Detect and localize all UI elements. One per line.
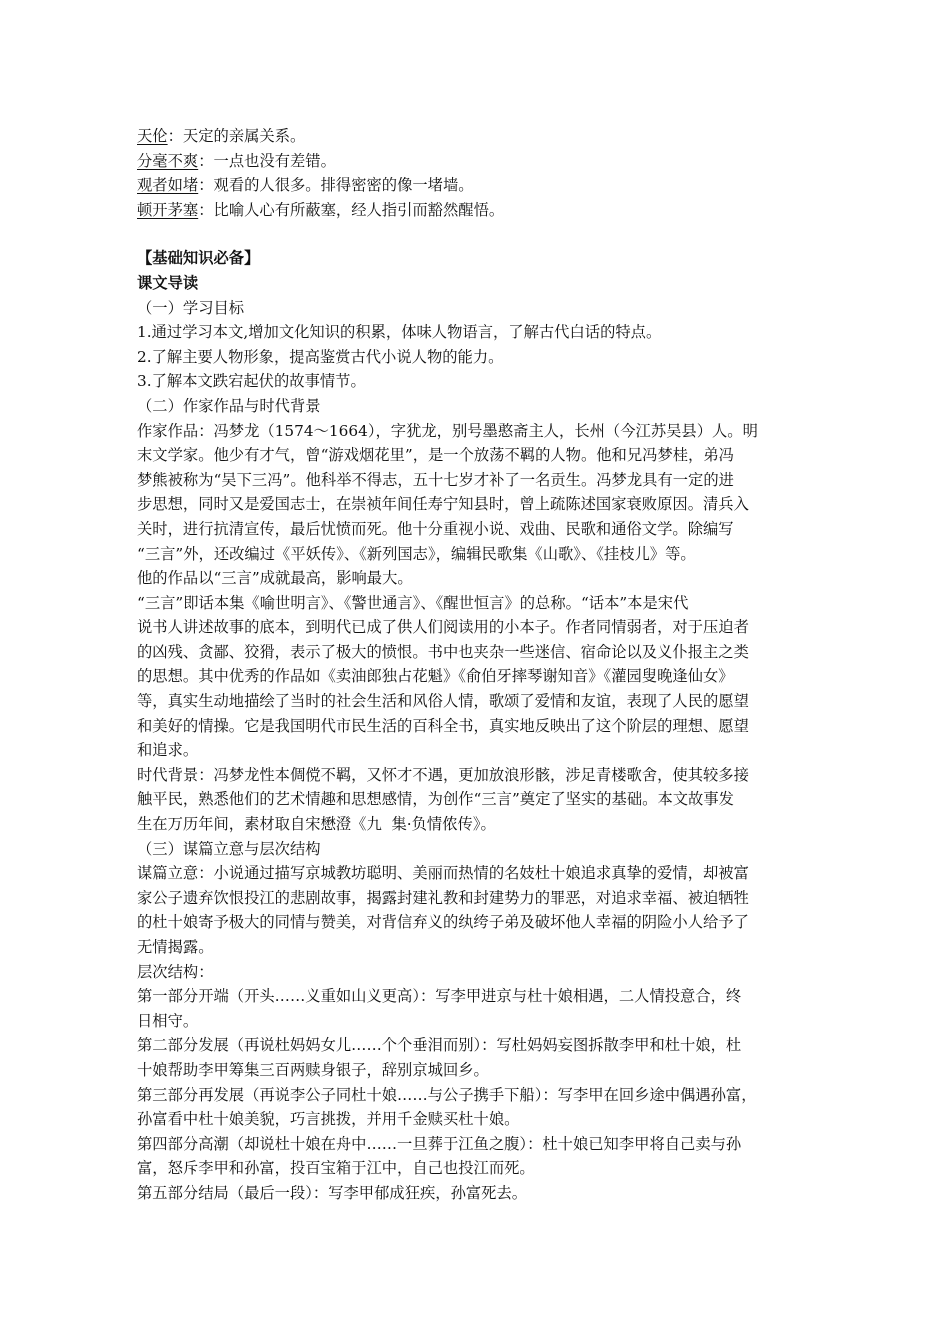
structure-line: 富，怒斥李甲和孙富，投百宝箱于江中，自己也投江而死。	[137, 1159, 535, 1178]
sanyan-line: 说书人讲述故事的底本，到明代已成了供人们阅读用的小本子。作者同情弱者，对于压迫者	[137, 618, 749, 637]
glossary-definition: 一点也没有差错。	[213, 151, 336, 170]
structure-line: 孙富看中杜十娘美貌，巧言挑拨，并用千金赎买杜十娘。	[137, 1110, 520, 1129]
part2-title: （二）作家作品与时代背景	[137, 396, 321, 415]
theme-line: 无情揭露。	[137, 938, 214, 956]
glossary-definition: 比喻人心有所蔽塞，经人指引而豁然醒悟。	[213, 200, 505, 219]
spacer	[137, 222, 817, 246]
part1-title: （一）学习目标	[137, 298, 245, 317]
section-heading: 【基础知识必备】	[137, 249, 260, 268]
theme-line: 谋篇立意：小说通过描写京城教坊聪明、美丽而热情的名妓杜十娘追求真挚的爱情，却被富	[137, 864, 749, 883]
author-line: 关时，进行抗清宣传，最后忧愤而死。他十分重视小说、戏曲、民歌和通俗文学。除编写	[137, 519, 734, 538]
part3-title: （三）谋篇立意与层次结构	[137, 839, 321, 858]
sanyan-line: 的凶残、贪鄙、狡猾，表示了极大的愤恨。书中也夹杂一些迷信、宿命论以及义仆报主之类	[137, 642, 749, 661]
author-line: 作家作品：冯梦龙（1574～1664），字犹龙，别号墨憨斋主人，长州（今江苏吴县）人。明	[137, 421, 758, 440]
background-line: 生在万历年间，素材取自宋懋澄《九 集·负情侬传》。	[137, 815, 496, 834]
structure-line: 第三部分再发展（再说李公子同杜十娘……与公子携手下船）：写李甲在回乡途中偶遇孙富，	[137, 1085, 757, 1104]
sanyan-line: 和追求。	[137, 741, 199, 760]
structure-line: 第四部分高潮（却说杜十娘在舟中……一旦葬于江鱼之腹）：杜十娘已知李甲将自己卖与孙	[137, 1134, 742, 1153]
theme-line: 的杜十娘寄予极大的同情与赞美，对背信弃义的纨绔子弟及破坏他人幸福的阴险小人给予了	[137, 913, 749, 932]
sanyan-line: 等，真实生动地描绘了当时的社会生活和风俗人情，歌颂了爱情和友谊，表现了人民的愿望	[137, 692, 749, 711]
structure-line: 第五部分结局（最后一段）：写李甲郁成狂疾，孙富死去。	[137, 1183, 528, 1202]
glossary-item: 观者如堵：观看的人很多。排得密密的像一堵墙。	[137, 176, 474, 195]
objective-item: 2.了解主要人物形象，提高鉴赏古代小说人物的能力。	[137, 347, 504, 366]
sanyan-line: 和美好的情操。它是我国明代市民生活的百科全书，真实地反映出了这个阶层的理想、愿望	[137, 716, 749, 735]
theme-line: 家公子遗弃饮恨投江的悲剧故事，揭露封建礼教和封建势力的罪恶，对追求幸福、被迫牺牲	[137, 888, 749, 907]
structure-line: 第一部分开端（开头……义重如山义更高）：写李甲进京与杜十娘相遇，二人情投意合，终	[137, 987, 742, 1006]
sanyan-line: 的思想。其中优秀的作品如《卖油郎独占花魁》《俞伯牙摔琴谢知音》《灌园叟晚逢仙女》	[137, 667, 734, 686]
glossary-term: 天伦	[137, 127, 168, 145]
glossary-term: 观者如堵	[137, 176, 199, 195]
background-line: 触平民，熟悉他们的艺术情趣和思想感情，为创作“三言”奠定了坚实的基础。本文故事发	[137, 790, 734, 809]
author-line: 步思想，同时又是爱国志士，在崇祯年间任寿宁知县时，曾上疏陈述国家衰败原因。清兵入	[137, 495, 749, 514]
glossary-definition: 天定的亲属关系。	[182, 127, 306, 145]
structure-line: 第二部分发展（再说杜妈妈女儿……个个垂泪而别）：写杜妈妈妄图拆散李甲和杜十娘，杜	[137, 1036, 742, 1055]
author-line: 梦熊被称为“吴下三冯”。他科举不得志，五十七岁才补了一名贡生。冯梦龙具有一定的进	[137, 470, 734, 489]
author-line: 他的作品以“三言”成就最高，影响最大。	[137, 569, 413, 588]
glossary-term: 顿开茅塞	[137, 200, 199, 219]
objective-item: 1.通过学习本文,增加文化知识的积累，体味人物语言，了解古代白话的特点。	[137, 323, 662, 342]
glossary-definition: 观看的人很多。排得密密的像一堵墙。	[213, 176, 474, 195]
glossary-term: 分毫不爽	[137, 151, 199, 170]
structure-line: 日相守。	[137, 1011, 199, 1030]
background-line: 时代背景：冯梦龙性本倜傥不羁，又怀才不遇，更加放浪形骸，涉足青楼歌舍，使其较多接	[137, 765, 749, 784]
glossary-item: 分毫不爽：一点也没有差错。	[137, 151, 336, 170]
sanyan-line: “三言”即话本集《喻世明言》、《警世通言》、《醒世恒言》的总称。“话本”本是宋代	[137, 593, 689, 612]
author-line: “三言”外，还改编过《平妖传》、《新列国志》，编辑民歌集《山歌》、《挂枝儿》等。	[137, 544, 696, 563]
glossary-item: 天伦：天定的亲属关系。	[137, 127, 306, 145]
sub-heading: 课文导读	[137, 273, 199, 292]
structure-line: 十娘帮助李甲筹集三百两赎身银子，辞别京城回乡。	[137, 1060, 489, 1079]
structure-label: 层次结构：	[137, 962, 214, 981]
document-body	[137, 124, 817, 1206]
objective-item: 3.了解本文跌宕起伏的故事情节。	[137, 372, 366, 391]
glossary-item: 顿开茅塞：比喻人心有所蔽塞，经人指引而豁然醒悟。	[137, 200, 505, 219]
author-line: 末文学家。他少有才气，曾“游戏烟花里”，是一个放荡不羁的人物。他和兄冯梦桂，弟冯	[137, 446, 734, 465]
